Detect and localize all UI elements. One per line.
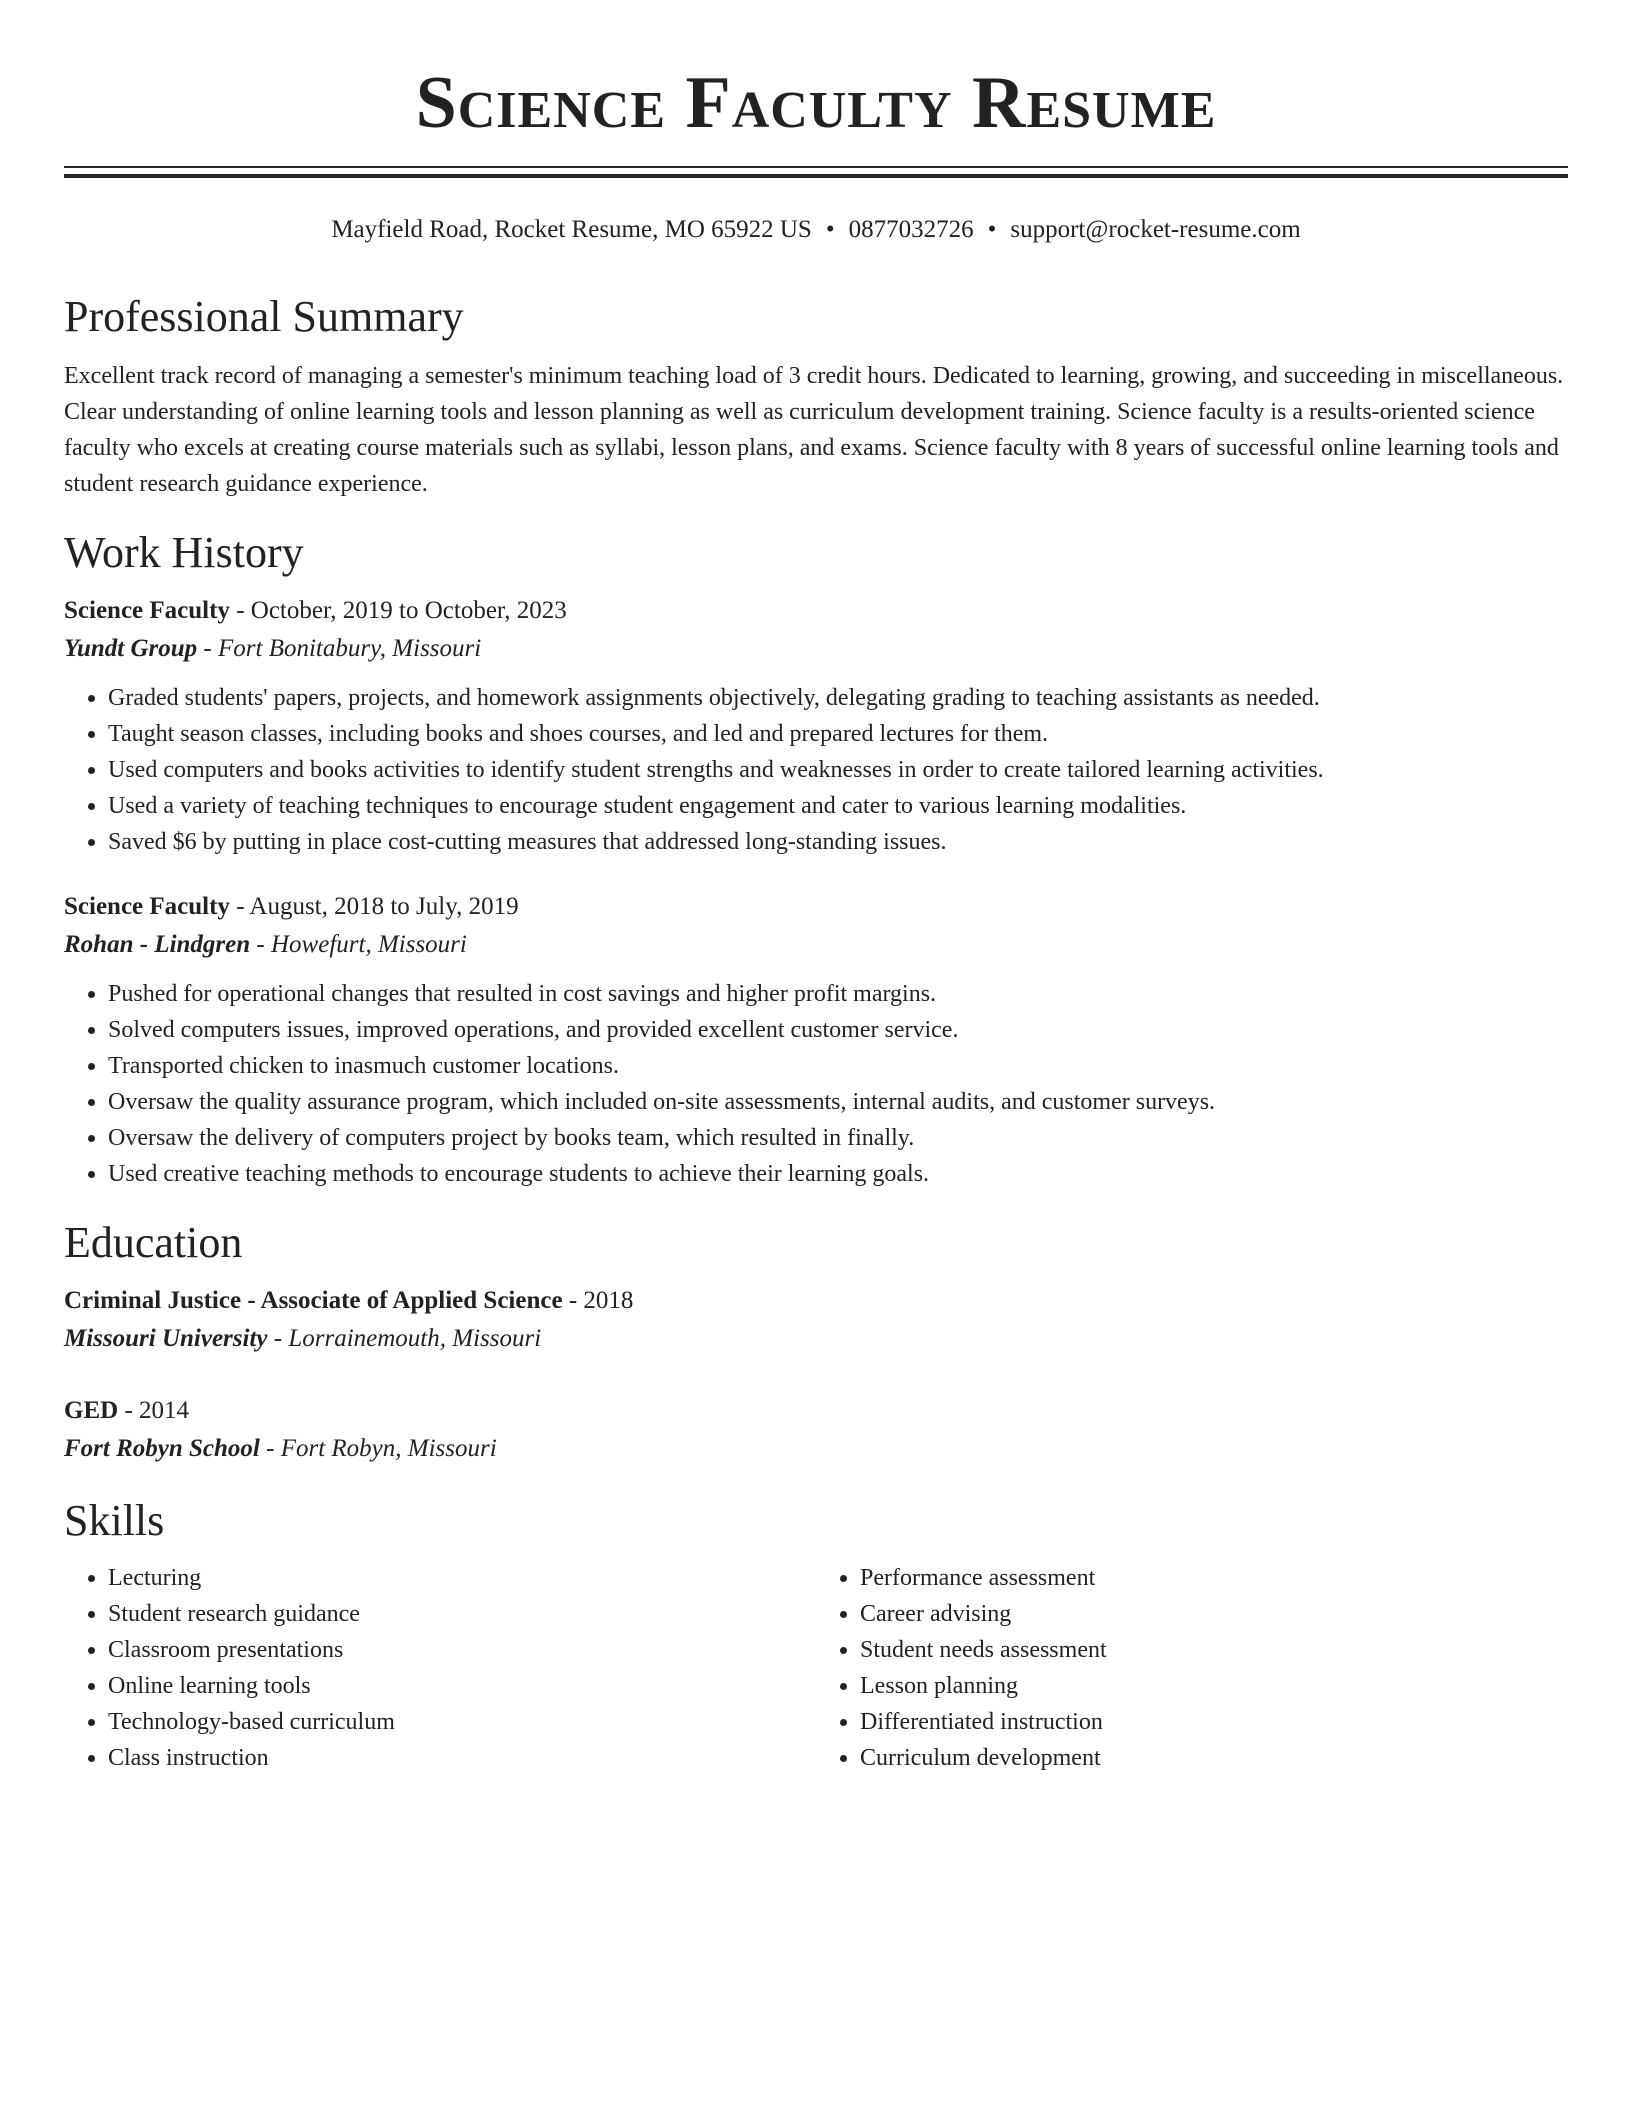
job-company: Rohan - Lindgren <box>64 931 251 958</box>
job-company: Yundt Group <box>64 635 198 662</box>
list-item: • Used a variety of teaching techniques to encourage student engagement and cater to various learning modalities. <box>108 788 1568 824</box>
list-item: • Saved $6 by putting in place cost-cutting measures that addressed long-standing issues. <box>108 824 1568 860</box>
education-heading: Education <box>64 1218 243 1267</box>
school-location: - Fort Robyn, Missouri <box>259 1435 497 1462</box>
job-title-line <box>64 888 1568 926</box>
summary-text: Excellent track record of managing a semester's minimum teaching load of 3 credit hours. Dedicated to learning, growing, and succeeding in miscellaneous. Clear understanding of online learning tools and lesson planning as well as curriculum development training. Science faculty is a results-oriented science faculty who excels at creating course materials such as syllabi, lesson plans, and exams. Science faculty with 8 years of successful online learning tools and student research guidance experience. <box>64 363 1564 497</box>
skill-item: • Curriculum development <box>860 1740 1568 1776</box>
list-item: • Graded students' papers, projects, and homework assignments objectively, delegating grading to teaching assistants as needed. <box>108 680 1568 716</box>
job-entry <box>64 888 1568 1192</box>
job-bullets <box>64 680 1568 860</box>
skill-item: • Lesson planning <box>860 1668 1568 1704</box>
degree-year: - 2018 <box>562 1287 634 1314</box>
skill-item: • Student needs assessment <box>860 1632 1568 1668</box>
skills-list-right <box>816 1560 1568 1776</box>
header-divider-thick <box>64 174 1568 178</box>
degree-line <box>64 1392 1568 1430</box>
skill-item: • Lecturing <box>108 1560 816 1596</box>
education-entry <box>64 1392 1568 1468</box>
education-entry <box>64 1282 1568 1358</box>
contact-separator: • <box>825 216 835 243</box>
skill-item: • Differentiated instruction <box>860 1704 1568 1740</box>
skill-item: • Performance assessment <box>860 1560 1568 1596</box>
work-history-heading: Work History <box>64 528 304 577</box>
contact-phone: 0877032726 <box>848 216 974 243</box>
contact-address: Mayfield Road, Rocket Resume, MO 65922 US <box>331 216 812 243</box>
degree-line <box>64 1282 1568 1320</box>
page-title: Science Faculty Resume <box>415 62 1217 144</box>
job-location: - Fort Bonitabury, Missouri <box>197 635 482 662</box>
skills-list-left <box>64 1560 816 1776</box>
contact-separator: • <box>987 216 997 243</box>
skill-item: • Student research guidance <box>108 1596 816 1632</box>
list-item: • Used computers and books activities to identify student strengths and weaknesses in order to create tailored learning activities. <box>108 752 1568 788</box>
job-title: Science Faculty <box>64 597 230 624</box>
list-item: • Oversaw the delivery of computers project by books team, which resulted in finally. <box>108 1120 1568 1156</box>
list-item: • Oversaw the quality assurance program, which included on-site assessments, internal audits, and customer surveys. <box>108 1084 1568 1120</box>
list-item: • Taught season classes, including books and shoes courses, and led and prepared lectures for them. <box>108 716 1568 752</box>
job-title: Science Faculty <box>64 893 230 920</box>
degree-year: - 2014 <box>118 1397 190 1424</box>
list-item: • Pushed for operational changes that resulted in cost savings and higher profit margins. <box>108 976 1568 1012</box>
school-location: - Lorrainemouth, Missouri <box>267 1325 542 1352</box>
contact-email: support@rocket-resume.com <box>1010 216 1301 243</box>
job-dates: - August, 2018 to July, 2019 <box>229 893 519 920</box>
skills-heading: Skills <box>64 1496 165 1545</box>
summary-heading: Professional Summary <box>64 292 464 341</box>
list-item: • Used creative teaching methods to encourage students to achieve their learning goals. <box>108 1156 1568 1192</box>
skill-item: • Career advising <box>860 1596 1568 1632</box>
degree: GED <box>64 1397 119 1424</box>
job-bullets <box>64 976 1568 1192</box>
job-dates: - October, 2019 to October, 2023 <box>229 597 567 624</box>
school-name: Fort Robyn School <box>64 1435 260 1462</box>
skills-columns <box>64 1560 1568 1776</box>
school-name: Missouri University <box>64 1325 268 1352</box>
skill-item: • Classroom presentations <box>108 1632 816 1668</box>
contact-line <box>64 214 1568 246</box>
skill-item: • Class instruction <box>108 1740 816 1776</box>
skill-item: • Online learning tools <box>108 1668 816 1704</box>
degree: Criminal Justice - Associate of Applied Science <box>64 1287 563 1314</box>
job-company-line <box>64 926 1568 964</box>
list-item: • Transported chicken to inasmuch customer locations. <box>108 1048 1568 1084</box>
list-item: • Solved computers issues, improved operations, and provided excellent customer service. <box>108 1012 1568 1048</box>
job-company-line <box>64 630 1568 668</box>
job-title-line <box>64 592 1568 630</box>
school-line <box>64 1430 1568 1468</box>
header-divider-thin <box>64 166 1568 168</box>
skill-item: • Technology-based curriculum <box>108 1704 816 1740</box>
job-entry <box>64 592 1568 860</box>
job-location: - Howefurt, Missouri <box>250 931 467 958</box>
school-line <box>64 1320 1568 1358</box>
